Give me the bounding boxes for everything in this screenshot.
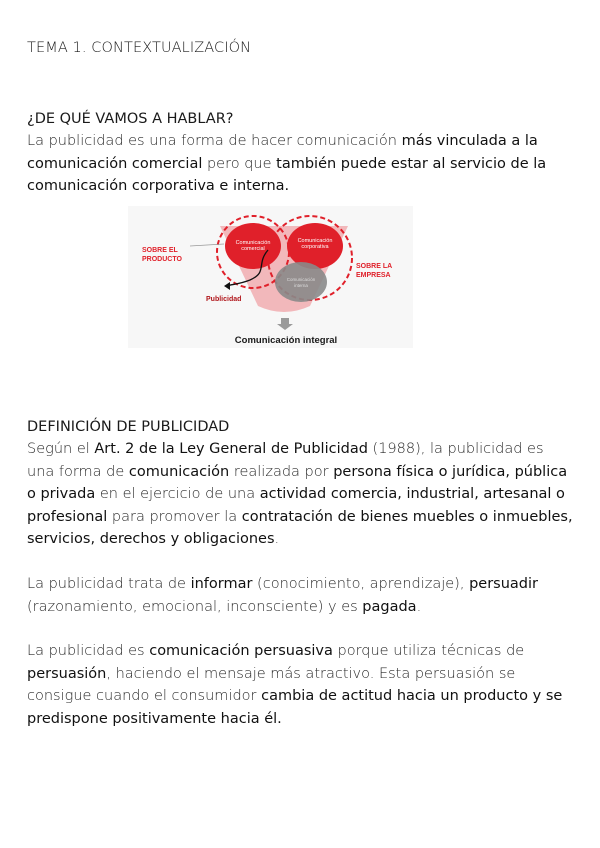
section-definition: [27, 416, 575, 551]
about-company-label-1: SOBRE LA: [356, 263, 393, 270]
text-run: para promover la: [107, 508, 242, 525]
text-run: (razonamiento, emocional, inconsciente) y es: [27, 598, 363, 615]
text-run-bold: comunicación: [128, 463, 230, 480]
about-product-label-1: SOBRE EL: [142, 247, 178, 254]
text-run: (1988), la publicidad es una forma de: [27, 441, 544, 480]
text-run: La publicidad es: [27, 643, 150, 659]
commercial-label-2: comercial: [241, 246, 265, 252]
text-run: Según el: [27, 441, 95, 457]
internal-circle: [275, 262, 327, 302]
section-heading: DEFINICIÓN DE PUBLICIDAD: [27, 419, 230, 435]
text-run: realizada por: [229, 463, 334, 480]
advertising-label: Publicidad: [206, 296, 242, 303]
text-run-bold: comunicación persuasiva: [149, 643, 333, 659]
communication-diagram: [128, 206, 413, 348]
about-product-label-2: PRODUCTO: [142, 256, 182, 263]
internal-label-2: interna: [294, 283, 308, 288]
down-arrow-icon: [277, 324, 293, 330]
text-run-bold: actividad comercia, industrial, artesanal o profesional: [27, 486, 565, 525]
page-title: TEMA 1. CONTEXTUALIZACIÓN: [27, 40, 252, 56]
text-run: porque utiliza técnicas de: [332, 643, 525, 659]
text-run-bold: persona física o jurídica, pública o privada: [27, 463, 568, 502]
section-inform-persuade: [27, 573, 575, 618]
section-heading: ¿DE QUÉ VAMOS A HABLAR?: [27, 111, 234, 127]
commercial-label-1: Comunicación: [235, 240, 271, 246]
section-paragraph: [27, 640, 575, 730]
down-arrow-stem: [281, 318, 289, 324]
arrow-head-icon: [224, 282, 230, 290]
text-run: (conocimiento, aprendizaje),: [252, 576, 470, 592]
text-run: pero que: [202, 155, 277, 172]
section-paragraph: [27, 438, 575, 551]
text-run-bold: persuadir: [469, 576, 538, 592]
section-paragraph: [27, 573, 575, 618]
text-run: en el ejercicio de una: [95, 486, 260, 502]
text-run-bold: Art. 2 de la Ley General de Publicidad: [94, 441, 368, 457]
text-run: .: [274, 531, 280, 547]
text-run-bold: contratación de bienes muebles o inmuebles, servicios, derechos y obligaciones: [27, 508, 573, 547]
text-run-bold: persuasión: [27, 665, 107, 682]
section-what-we-talk: [27, 108, 572, 198]
section-paragraph: [27, 130, 572, 198]
corporate-label-1: Comunicación: [297, 238, 333, 244]
text-run-bold: también puede estar al servicio de la comunicación corporativa e interna.: [27, 155, 547, 194]
internal-label-1: Comunicación: [286, 277, 316, 282]
text-run-bold: informar: [190, 576, 253, 592]
diagram-svg: [128, 206, 413, 348]
section-persuasive: [27, 640, 575, 730]
corporate-label-2: corporativa: [301, 244, 329, 250]
text-run: La publicidad es una forma de hacer comunicación: [27, 133, 402, 149]
text-run: La publicidad trata de: [27, 576, 191, 592]
text-run: , haciendo el mensaje más atractivo. Esta persuasión se consigue cuando el consumidor: [27, 665, 516, 704]
integral-communication-label: Comunicación integral: [234, 335, 338, 346]
text-run-bold: pagada: [362, 598, 417, 615]
text-run-bold: más vinculada a la comunicación comercial: [27, 133, 538, 172]
text-run-bold: cambia de actitud hacia un producto y se predispone positivamente hacia él.: [27, 688, 563, 727]
product-pointer-line: [190, 244, 224, 246]
about-company-label-2: EMPRESA: [356, 272, 391, 279]
text-run: .: [416, 598, 422, 615]
